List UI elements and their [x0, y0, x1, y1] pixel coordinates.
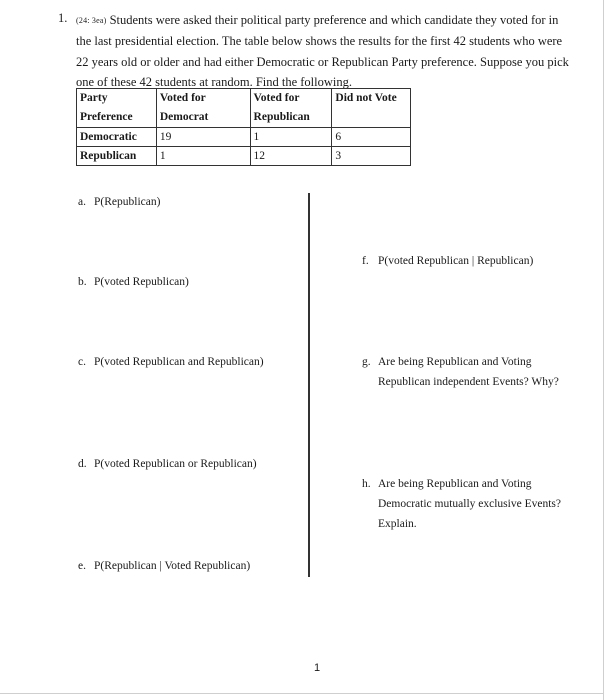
- part-h: [362, 474, 561, 534]
- part-e: [78, 556, 250, 576]
- question-points: (24: 3ea): [76, 16, 107, 25]
- part-c-label: c.: [78, 356, 86, 368]
- page-number: 1: [314, 662, 321, 674]
- page-edge-bottom: [0, 693, 603, 694]
- part-c: [78, 352, 264, 372]
- part-h-label: h.: [362, 478, 371, 490]
- part-h-text: Are being Republican and Voting Democratic mutually exclusive Events? Explain.: [378, 478, 561, 530]
- header-voted-democrat: Voted for Democrat: [156, 89, 250, 128]
- part-f: [362, 251, 533, 271]
- part-f-text: P(voted Republican | Republican): [378, 255, 534, 267]
- cell-republican-voted-republican: 12: [250, 147, 332, 166]
- row-label-democratic: Democratic: [77, 128, 157, 147]
- cell-republican-voted-democrat: 1: [156, 147, 250, 166]
- part-b-label: b.: [78, 276, 87, 288]
- cell-democratic-voted-democrat: 19: [156, 128, 250, 147]
- part-d-text: P(voted Republican or Republican): [94, 458, 257, 470]
- part-a-text: P(Republican): [94, 196, 161, 208]
- cell-democratic-did-not-vote: 6: [332, 128, 411, 147]
- part-d: [78, 454, 257, 474]
- results-table: [76, 88, 411, 166]
- column-divider: [308, 193, 310, 577]
- part-b: [78, 272, 189, 292]
- cell-republican-did-not-vote: 3: [332, 147, 411, 166]
- row-label-republican: Republican: [77, 147, 157, 166]
- header-did-not-vote: Did not Vote: [332, 89, 411, 128]
- part-a: [78, 192, 160, 212]
- part-g-label: g.: [362, 356, 371, 368]
- table-row: [77, 128, 411, 147]
- part-e-label: e.: [78, 560, 86, 572]
- header-voted-republican: Voted for Republican: [250, 89, 332, 128]
- cell-democratic-voted-republican: 1: [250, 128, 332, 147]
- part-c-text: P(voted Republican and Republican): [94, 356, 264, 368]
- header-party-preference: Party Preference: [77, 89, 157, 128]
- part-f-label: f.: [362, 255, 369, 267]
- part-e-text: P(Republican | Voted Republican): [94, 560, 251, 572]
- table-row: [77, 147, 411, 166]
- question-text: Students were asked their political party preference and which candidate they voted for in the last presidential election. The table below shows the results for the first 42 students who were 22 years old or older and had either Democratic or Republican Party preference. Suppose you pick one of these 42 students at random. Find the following.: [76, 13, 569, 89]
- part-g-text: Are being Republican and Voting Republican independent Events? Why?: [378, 356, 559, 388]
- page-edge-right: [603, 0, 604, 700]
- part-b-text: P(voted Republican): [94, 276, 189, 288]
- part-a-label: a.: [78, 196, 86, 208]
- question-number: 1.: [58, 11, 68, 25]
- question-intro: [76, 10, 576, 92]
- part-g: [362, 352, 559, 392]
- part-d-label: d.: [78, 458, 87, 470]
- table-header-row-1: [77, 89, 411, 128]
